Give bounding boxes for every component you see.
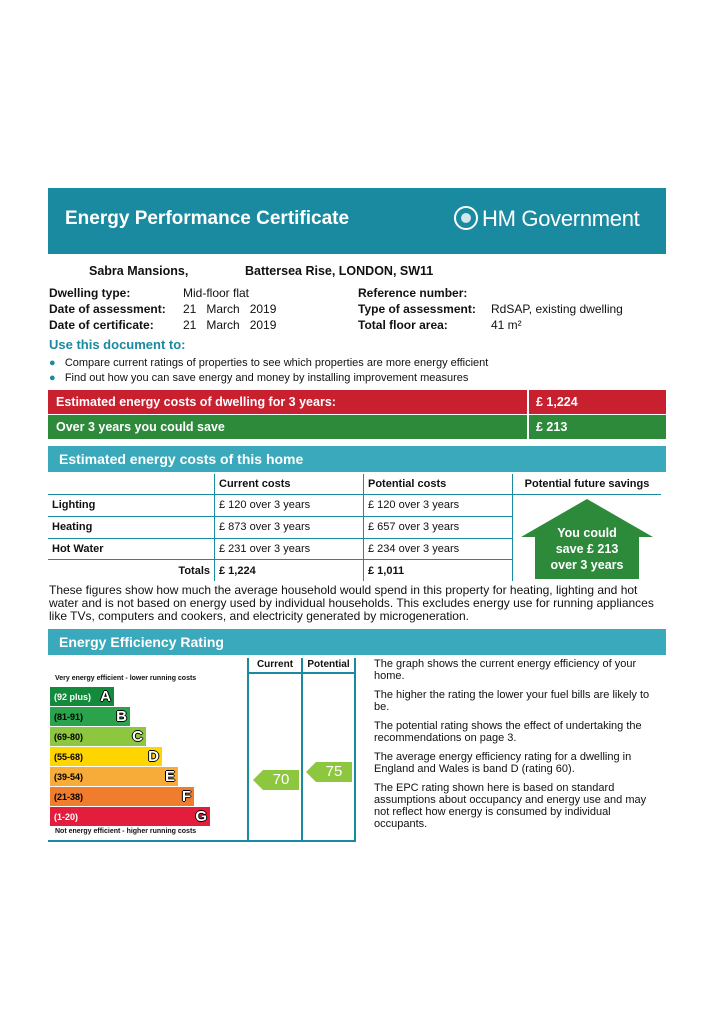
current-cost-cell: £ 873 over 3 years: [215, 516, 364, 538]
costs-table: [48, 474, 661, 581]
date-assessment-value: 21 March 2019: [183, 302, 277, 316]
totals-potential: £ 1,011: [364, 560, 513, 581]
rating-band-c: [50, 727, 146, 746]
chart-bottom-border: [48, 840, 356, 842]
costs-section-heading: [48, 446, 666, 472]
table-header-row: [48, 474, 661, 495]
band-range: (55-68): [54, 752, 84, 762]
address-street: Battersea Rise, LONDON, SW11: [245, 264, 434, 278]
bullet-icon: ●: [49, 357, 56, 369]
government-logo-text: HM Government: [482, 206, 640, 231]
savings-line: over 3 years: [550, 558, 624, 572]
floor-area-value: 41 m²: [491, 318, 522, 332]
col-savings-header: Potential future savings: [513, 474, 662, 495]
rating-band-g: [50, 807, 210, 826]
rating-note: The higher the rating the lower your fuel bills are likely to be.: [374, 689, 650, 713]
floor-area-label: Total floor area:: [358, 318, 448, 332]
potential-saving-value: £ 213: [536, 420, 568, 434]
certificate-header: [48, 188, 666, 254]
royal-crest-icon: [454, 206, 478, 230]
band-range: (92 plus): [54, 692, 92, 702]
savings-arrow-text: [513, 525, 661, 573]
band-range: (39-54): [54, 772, 84, 782]
explanation-text: These figures show how much the average household would spend in this property for heating, lighting and hot water and is not based on energy used by individual households. This excludes energy use for running appliances like TVs, computers and cookers, and electricity generated by microgeneration.: [49, 583, 654, 623]
date-assessment-label: Date of assessment:: [49, 302, 166, 316]
estimated-cost-bar: [48, 390, 666, 414]
potential-cost-cell: £ 120 over 3 years: [364, 495, 513, 517]
bullet-icon: ●: [49, 372, 56, 384]
band-letter: B: [116, 708, 127, 725]
savings-line: You could: [557, 526, 617, 540]
rating-band-f: [50, 787, 194, 806]
bottom-note: Not energy efficient - higher running costs: [55, 828, 197, 835]
potential-saving-label: Over 3 years you could save: [56, 420, 225, 434]
savings-line: save £ 213: [555, 542, 619, 556]
potential-rating-arrow: [306, 762, 352, 787]
current-rating-arrow: [253, 770, 299, 795]
list-item: ● Find out how you can save energy and money by installing improvement measures: [49, 372, 469, 384]
type-assessment-label: Type of assessment:: [358, 302, 476, 316]
estimated-cost-label: Estimated energy costs of dwelling for 3 years:: [56, 395, 336, 409]
rating-band-e: [50, 767, 178, 786]
col-potential-header: Potential costs: [364, 474, 513, 495]
col-current-label: Current: [256, 659, 294, 670]
rating-note: The graph shows the current energy efficiency of your home.: [374, 658, 637, 682]
top-note: Very energy efficient - lower running costs: [55, 675, 197, 682]
band-letter: F: [181, 788, 191, 805]
date-certificate-label: Date of certificate:: [49, 318, 154, 332]
band-letter: A: [100, 688, 111, 705]
chart-divider: [354, 658, 356, 842]
band-letter: D: [148, 748, 159, 765]
section-title: Estimated energy costs of this home: [59, 451, 304, 467]
row-label: Hot Water: [48, 538, 215, 560]
band-range: (69-80): [54, 732, 84, 742]
certificate-title: Energy Performance Certificate: [65, 208, 350, 229]
section-title: Energy Efficiency Rating: [59, 634, 224, 650]
col-current-header: Current costs: [215, 474, 364, 495]
date-certificate-value: 21 March 2019: [183, 318, 277, 332]
potential-cost-cell: £ 657 over 3 years: [364, 516, 513, 538]
savings-cell: [513, 495, 662, 582]
col-potential-label: Potential: [307, 659, 350, 670]
totals-label: Totals: [48, 560, 215, 581]
rating-section-heading: [48, 629, 666, 655]
rating-note: The average energy efficiency rating for a dwelling in England and Wales is band D (rating 60).: [374, 751, 632, 775]
table-row: [48, 495, 661, 517]
chart-header-border: [247, 672, 356, 674]
current-cost-cell: £ 231 over 3 years: [215, 538, 364, 560]
table-header-empty: [48, 474, 215, 495]
band-letter: C: [132, 728, 143, 745]
band-letter: G: [195, 808, 207, 825]
estimated-cost-value: £ 1,224: [536, 395, 578, 409]
dwelling-type-value: Mid-floor flat: [183, 286, 250, 300]
rating-band-d: [50, 747, 162, 766]
rating-note: The EPC rating shown here is based on standard assumptions about occupancy and energy use and may not reflect how energy is consumed by individual occupants.: [374, 782, 647, 830]
potential-saving-bar: [48, 415, 666, 439]
current-cost-cell: £ 120 over 3 years: [215, 495, 364, 517]
chart-divider: [247, 658, 249, 842]
band-range: (1-20): [54, 812, 79, 822]
divider: [527, 390, 529, 414]
rating-band-a: [50, 687, 114, 706]
list-item: ● Compare current ratings of properties to see which properties are more energy efficient: [49, 357, 489, 369]
reference-label: Reference number:: [358, 286, 468, 300]
band-range: (81-91): [54, 712, 84, 722]
use-document-heading: Use this document to:: [49, 337, 186, 352]
divider: [527, 415, 529, 439]
band-range: (21-38): [54, 792, 84, 802]
potential-rating-value: 75: [325, 763, 343, 780]
type-assessment-value: RdSAP, existing dwelling: [491, 302, 623, 316]
rating-band-b: [50, 707, 130, 726]
row-label: Lighting: [48, 495, 215, 517]
chart-divider: [301, 658, 303, 842]
dwelling-type-label: Dwelling type:: [49, 286, 131, 300]
current-rating-value: 70: [272, 771, 290, 788]
address-name: Sabra Mansions,: [89, 264, 189, 278]
totals-current: £ 1,224: [215, 560, 364, 581]
band-letter: E: [164, 768, 175, 785]
rating-note: The potential rating shows the effect of undertaking the recommendations on page 3.: [374, 720, 642, 744]
potential-cost-cell: £ 234 over 3 years: [364, 538, 513, 560]
row-label: Heating: [48, 516, 215, 538]
